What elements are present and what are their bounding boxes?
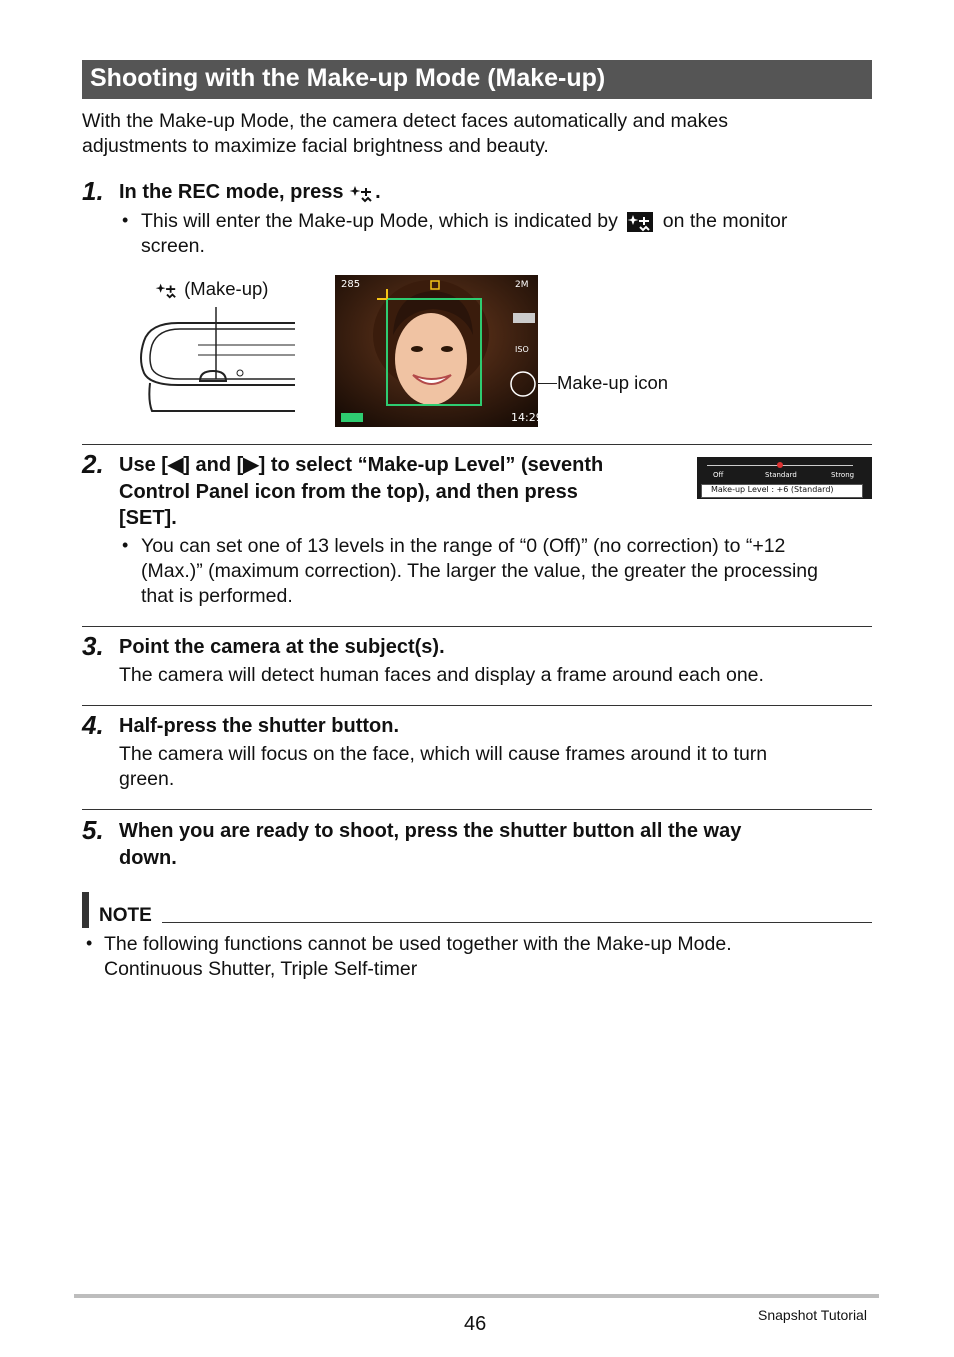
note-line: Continuous Shutter, Triple Self-timer: [104, 958, 418, 980]
image-size: 2M: [515, 280, 529, 290]
camera-top-illustration: [138, 305, 298, 413]
step-3-body: The camera will detect human faces and display a frame around each one.: [119, 664, 764, 686]
step-2-bullet-line: You can set one of 13 levels in the range of “0 (Off)” (no correction) to “+12: [141, 535, 786, 557]
level-strong-label: Strong: [831, 471, 855, 479]
step-4-body: [119, 742, 767, 792]
step-4-body-line: green.: [119, 768, 175, 790]
step-2-bullet: [141, 534, 818, 609]
intro-line: With the Make-up Mode, the camera detect faces automatically and makes: [82, 110, 728, 132]
makeup-level-bar-screenshot: [697, 457, 872, 499]
step-4-body-line: The camera will focus on the face, which will cause frames around it to turn: [119, 743, 768, 765]
step-number: 4.: [82, 710, 104, 740]
step-1-bullet-text: on the monitor: [662, 210, 788, 232]
note-text: [104, 932, 732, 982]
iso-label: ISO: [515, 345, 529, 354]
shots-remaining: 285: [341, 279, 361, 290]
makeup-button-icon: [155, 280, 179, 300]
makeup-button-icon: [349, 182, 375, 204]
note-line: The following functions cannot be used together with the Make-up Mode.: [104, 933, 732, 955]
step-number: 5.: [82, 815, 104, 845]
footer-rule: [74, 1294, 879, 1298]
step-2-heading: [119, 452, 603, 532]
divider: [82, 705, 872, 706]
page-number: 46: [464, 1313, 487, 1335]
section-title-bar: [82, 60, 872, 99]
step-3-heading: Point the camera at the subject(s).: [119, 636, 445, 658]
level-off-label: Off: [713, 471, 724, 479]
divider: [82, 809, 872, 810]
step-5-heading-line: When you are ready to shoot, press the shutter button all the way: [119, 820, 742, 842]
battery-icon: [341, 413, 363, 422]
makeup-icon-callout: Make-up icon: [557, 372, 669, 393]
leader-line: [537, 383, 557, 384]
step-5-heading: [119, 818, 741, 871]
note-marker: [82, 892, 89, 928]
camera-monitor-screenshot: [335, 275, 543, 427]
step-5-heading-line: down.: [119, 846, 177, 869]
level-caption: Make-up Level : +6 (Standard): [711, 485, 834, 494]
bullet: •: [122, 210, 129, 230]
step-2-bullet-line: (Max.)” (maximum correction). The larger the value, the greater the processing: [141, 560, 818, 582]
step-1-bullet: [141, 209, 787, 234]
section-title: Shooting with the Make-up Mode (Make-up): [90, 64, 606, 92]
clock-time: 14:29: [511, 411, 543, 424]
step-1-bullet-text: This will enter the Make-up Mode, which is indicated by: [141, 210, 618, 232]
step-1-heading-text: In the REC mode, press: [119, 181, 344, 203]
divider: [82, 626, 872, 627]
step-number: 2.: [82, 449, 104, 479]
step-2-heading-line: [SET].: [119, 507, 177, 529]
step-2-heading-line: Use [◀] and [▶] to select “Make-up Level” (seventh: [119, 454, 604, 476]
note-label: NOTE: [99, 905, 152, 926]
step-2-heading-line: Control Panel icon from the top), and then press: [119, 480, 578, 503]
intro-paragraph: [82, 109, 728, 159]
step-1-heading: [119, 179, 381, 206]
intro-line: adjustments to maximize facial brightness and beauty.: [82, 135, 549, 157]
divider: [82, 444, 872, 445]
step-1-heading-end: .: [375, 181, 381, 203]
bullet: •: [86, 933, 93, 953]
makeup-callout: [155, 278, 268, 300]
footer-section: Snapshot Tutorial: [758, 1307, 867, 1323]
step-1-bullet-cont: screen.: [141, 235, 205, 257]
note-rule: [162, 922, 872, 923]
makeup-callout-label: (Make-up): [184, 278, 269, 299]
step-number: 1.: [82, 176, 104, 206]
step-4-heading: Half-press the shutter button.: [119, 715, 400, 737]
makeup-mode-indicator-icon: [627, 212, 653, 232]
bullet: •: [122, 535, 129, 555]
level-standard-label: Standard: [765, 471, 797, 479]
step-2-bullet-line: that is performed.: [141, 585, 293, 607]
step-number: 3.: [82, 631, 104, 661]
